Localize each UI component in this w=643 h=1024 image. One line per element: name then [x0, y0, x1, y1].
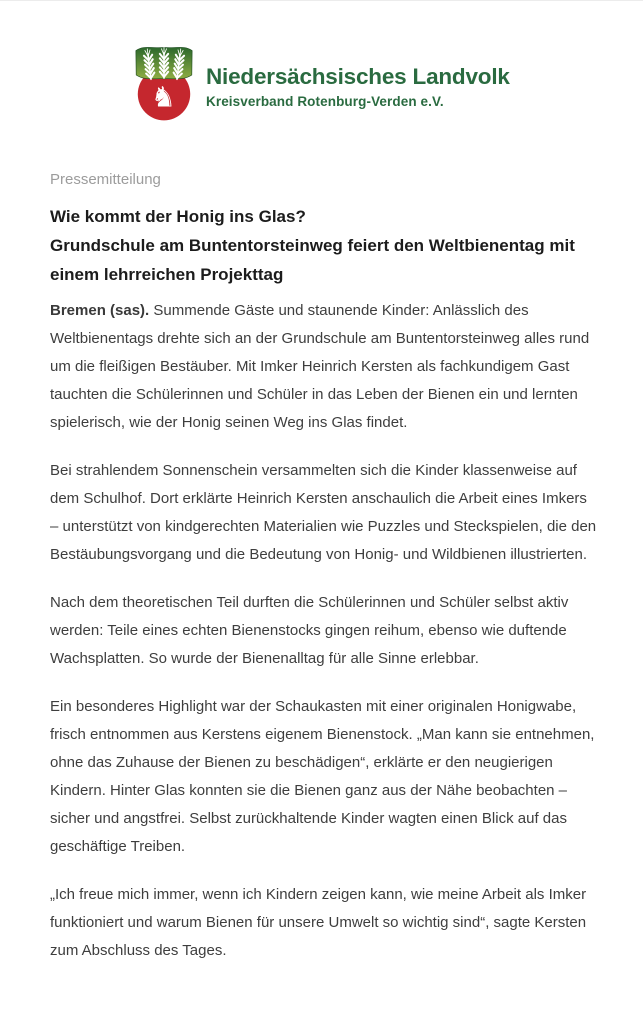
paragraph-lead [50, 297, 599, 437]
article-body [50, 297, 599, 965]
org-crest-logo [132, 43, 196, 121]
headline-line-1: Wie kommt der Honig ins Glas? [50, 207, 306, 226]
paragraph: Nach dem theoretischen Teil durften die Schülerinnen und Schüler selbst aktiv werden: Teile eines echten Bienenstocks gingen reihum, ebenso wie duftende Wachsplatten. So wurde der Bienenalltag für alle Sinne erlebbar. [50, 594, 569, 667]
article [50, 171, 599, 965]
kicker: Pressemitteilung [50, 171, 161, 188]
paragraph-text: Summende Gäste und staunende Kinder: Anlässlich des Weltbienentags drehte sich an der Grundschule am Buntentorsteinweg alles rund um die fleißigen Bestäuber. Mit Imker Heinrich Kersten als fachkundigem Gast tauchten die Schülerinnen und Schüler in das Leben der Bienen ein und lernten spielerisch, wie der Honig seinen Weg ins Glas findet. [50, 302, 590, 431]
crest-horse-icon: ♞ [150, 80, 176, 114]
org-logo-text [206, 65, 510, 109]
dateline: Bremen (sas). [50, 302, 150, 319]
headline-line-2: Grundschule am Buntentorsteinweg feiert den Weltbienentag mit einem lehrreichen Projekttag [50, 236, 575, 284]
paragraph: Ein besonderes Highlight war der Schaukasten mit einer originalen Honigwabe, frisch entnommen aus Kerstens eigenem Bienenstock. „Man kann sie entnehmen, ohne das Zuhause der Bienen zu beschädigen“, erklärte er den neugierigen Kindern. Hinter Glas konnten sie die Bienen ganz aus der Nähe beobachten – sicher und angstfrei. Selbst zurückhaltende Kinder wagten einen Blick auf das geschäftige Treiben. [50, 698, 595, 855]
org-logo [0, 1, 643, 121]
paragraph: „Ich freue mich immer, wenn ich Kindern zeigen kann, wie meine Arbeit als Imker funktioniert und warum Bienen für unsere Umwelt so wichtig sind“, sagte Kersten zum Abschluss des Tages. [50, 886, 587, 959]
org-subtitle: Kreisverband Rotenburg-Verden e.V. [206, 93, 444, 109]
paragraph: Bei strahlendem Sonnenschein versammelten sich die Kinder klassenweise auf dem Schulhof. Dort erklärte Heinrich Kersten anschaulich die Arbeit eines Imkers – unterstützt von kindgerechten Materialien wie Puzzles und Steckspielen, die den Bestäubungsvorgang und die Bedeutung von Honig- und Wildbienen illustrierten. [50, 462, 597, 563]
org-name: Niedersächsisches Landvolk [206, 64, 510, 90]
